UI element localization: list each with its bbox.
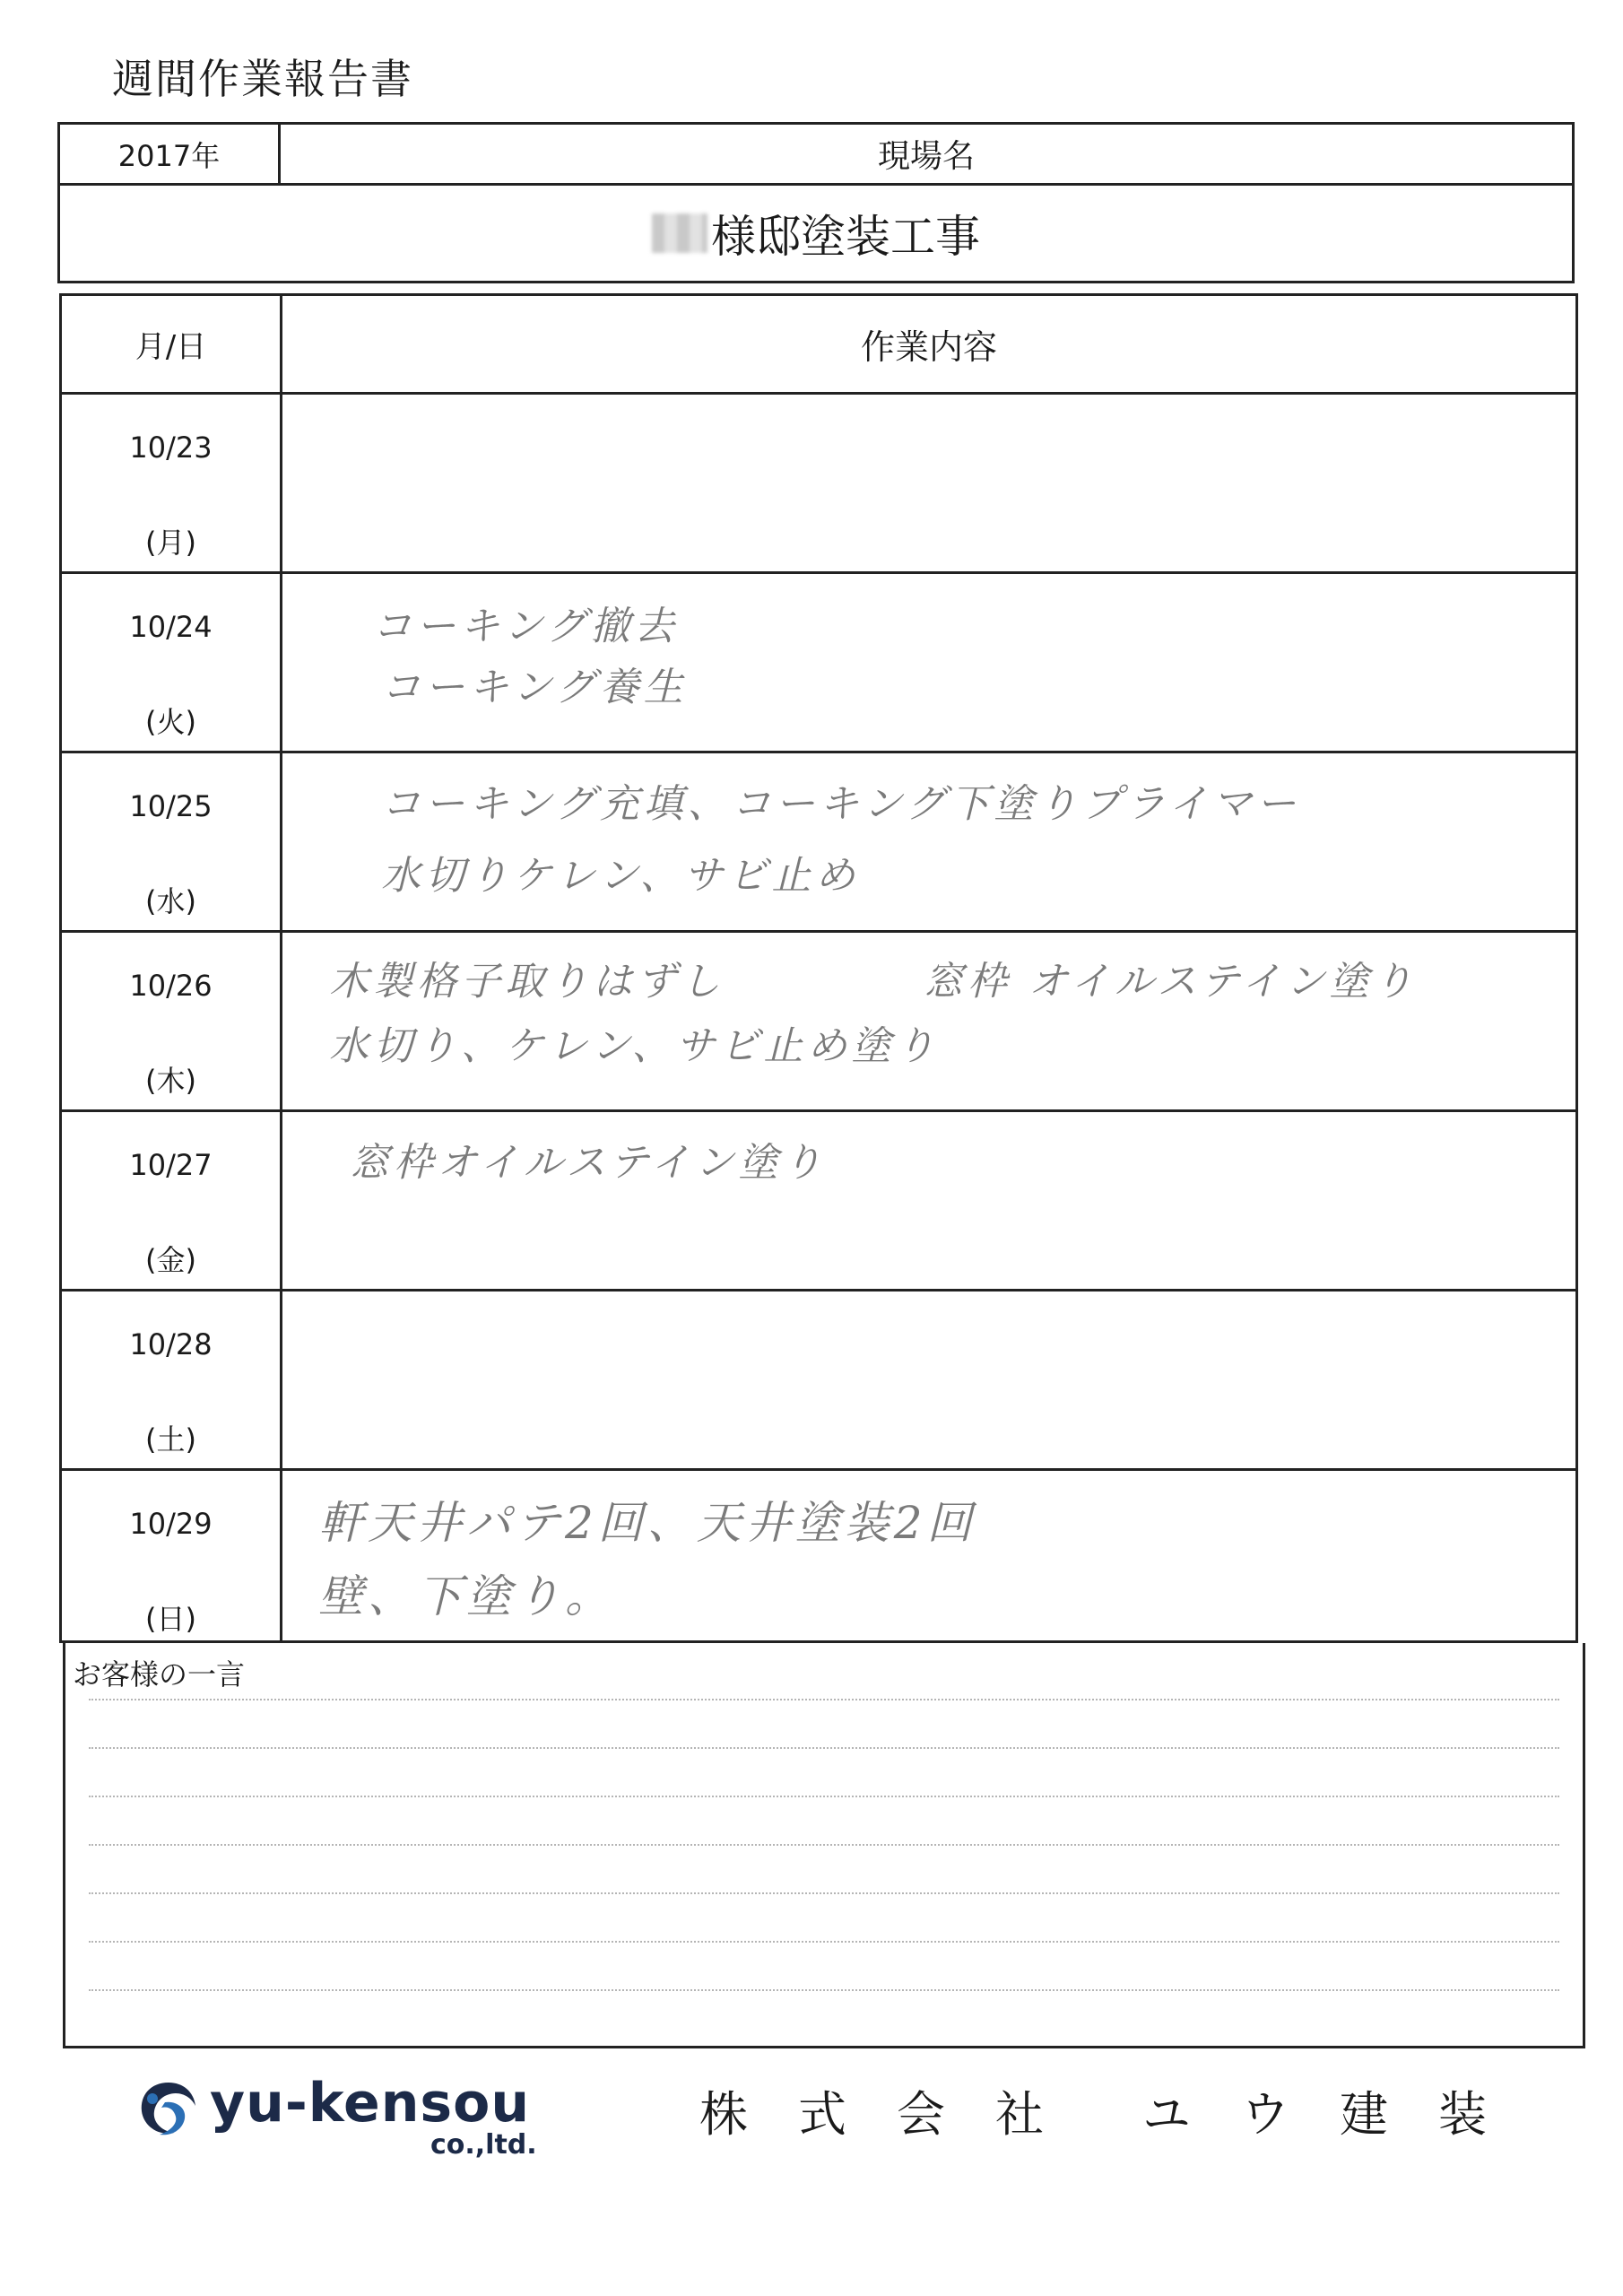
date-number: 10/23 [129, 430, 213, 465]
company-char: 会 [897, 2086, 945, 2143]
handwritten-note: 壁、下塗り。 [318, 1570, 614, 1622]
handwritten-note: 水切り、ケレン、サビ止め塗り [329, 1023, 940, 1069]
writing-line [89, 1989, 1559, 1991]
writing-line [89, 1699, 1559, 1700]
date-number: 10/26 [129, 969, 213, 1003]
writing-line [89, 1941, 1559, 1943]
handwritten-note: 水切りケレン、サビ止め [381, 853, 860, 899]
handwritten-note: 軒天井パテ2回、天井塗装2回 [318, 1497, 976, 1549]
table-header-row [62, 296, 1575, 395]
table-row [62, 753, 1575, 933]
date-number: 10/28 [129, 1327, 213, 1361]
site-name-cell [60, 186, 1572, 281]
work-content-cell [282, 395, 1575, 571]
company-char: ウ [1241, 2086, 1289, 2143]
day-of-week: (土) [145, 1422, 196, 1457]
company-char: 社 [995, 2086, 1044, 2143]
writing-line [89, 1747, 1559, 1749]
logo-subtext: co.,ltd. [430, 2129, 537, 2161]
table-row [62, 933, 1575, 1112]
company-char: 建 [1340, 2086, 1388, 2143]
day-of-week: (木) [145, 1064, 196, 1098]
writing-line [89, 1796, 1559, 1797]
company-name [699, 2076, 1487, 2145]
handwritten-note: 窓枠 オイルステイン塗り [924, 959, 1418, 1004]
table-row [62, 1112, 1575, 1292]
site-header [57, 122, 1575, 283]
date-cell [62, 1292, 282, 1468]
work-table [59, 293, 1578, 1643]
table-row [62, 574, 1575, 753]
redacted-name [652, 213, 707, 253]
swirl-logo-icon [135, 2077, 203, 2142]
table-row [62, 1292, 1575, 1471]
company-char: 装 [1438, 2086, 1487, 2143]
handwritten-note: コーキング充填、コーキング下塗りプライマー [381, 781, 1301, 827]
year-cell: 2017年 [60, 125, 281, 186]
work-content-cell [282, 1112, 1575, 1289]
customer-comment-label: お客様の一言 [73, 1657, 246, 1692]
company-char: ユ [1142, 2086, 1191, 2143]
site-label: 現場名 [281, 125, 1572, 186]
date-number: 10/27 [129, 1148, 213, 1182]
company-logo [135, 2072, 565, 2161]
date-cell [62, 753, 282, 930]
column-header-date: 月/日 [62, 296, 282, 392]
day-of-week: (水) [145, 884, 196, 918]
day-of-week: (日) [145, 1602, 196, 1636]
logo-text: yu-kensou [210, 2072, 531, 2135]
writing-line [89, 1844, 1559, 1846]
work-content-cell [282, 574, 1575, 751]
day-of-week: (火) [145, 705, 196, 739]
day-of-week: (金) [145, 1243, 196, 1277]
date-cell [62, 395, 282, 571]
site-name: 様邸塗装工事 [711, 211, 980, 263]
handwritten-note: 窓枠オイルステイン塗り [350, 1140, 827, 1186]
table-row [62, 1471, 1575, 1643]
handwritten-note: 木製格子取りはずし [329, 959, 725, 1004]
date-number: 10/24 [129, 610, 213, 644]
date-cell [62, 574, 282, 751]
column-header-content: 作業内容 [860, 327, 997, 367]
date-cell [62, 1471, 282, 1643]
date-cell [62, 933, 282, 1109]
company-char: 式 [798, 2086, 846, 2143]
company-char: 株 [699, 2086, 748, 2143]
handwritten-note: コーキング養生 [381, 665, 688, 710]
writing-line [89, 1892, 1559, 1894]
date-cell [62, 1112, 282, 1289]
work-content-cell [282, 1471, 1575, 1643]
document-title: 週間作業報告書 [112, 55, 413, 103]
date-number: 10/25 [129, 789, 213, 823]
day-of-week: (月) [145, 526, 196, 560]
work-content-cell [282, 1292, 1575, 1468]
date-number: 10/29 [129, 1507, 213, 1541]
table-row [62, 395, 1575, 574]
customer-comment-box [63, 1643, 1585, 2048]
work-content-cell [282, 753, 1575, 930]
handwritten-note: コーキング撤去 [372, 604, 679, 649]
work-content-cell [282, 933, 1575, 1109]
